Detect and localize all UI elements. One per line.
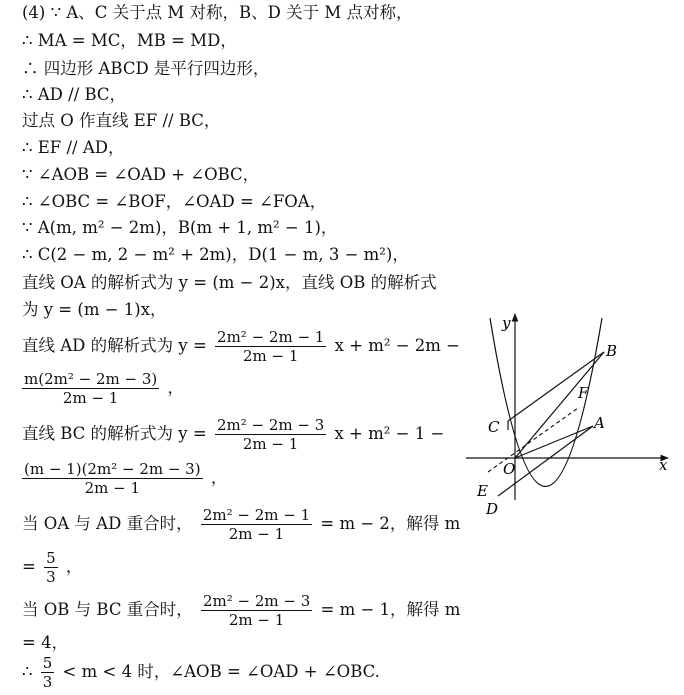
line-12: 为 y = (m − 1)x， xyxy=(22,300,167,319)
line-21-suffix: < m < 4 时，∠AOB = ∠OAD + ∠OBC. xyxy=(62,662,380,681)
line-16-suffix: ， xyxy=(210,468,228,487)
line-3: ∴ 四边形 ABCD 是平行四边形， xyxy=(22,59,270,78)
fraction xyxy=(41,654,55,691)
fraction-numerator: 5 xyxy=(46,549,56,567)
line-17-suffix: = m − 2，解得 m xyxy=(320,514,461,533)
line-19 xyxy=(22,592,460,629)
point-b-label: B xyxy=(606,342,618,360)
line-4: ∴ AD // BC， xyxy=(22,85,127,104)
geometry-figure xyxy=(462,310,676,530)
line-2: ∴ MA = MC，MB = MD， xyxy=(22,31,237,50)
fraction xyxy=(22,370,159,407)
fraction-denominator: 2m − 1 xyxy=(84,479,140,497)
line-cb xyxy=(508,352,604,421)
line-17-prefix: 当 OA 与 AD 重合时， xyxy=(22,514,193,533)
line-1: (4) ∵ A、C 关于点 M 对称，B、D 关于 M 点对称， xyxy=(22,3,413,22)
line-oa xyxy=(515,426,593,458)
line-20: = 4， xyxy=(22,633,69,652)
line-21-prefix: ∴ xyxy=(22,662,33,681)
fraction-numerator: 5 xyxy=(42,654,53,672)
line-18-suffix: ， xyxy=(65,557,83,576)
line-13 xyxy=(22,328,460,365)
line-6: ∴ EF // AD， xyxy=(22,138,125,157)
line-ef xyxy=(488,408,578,472)
fraction-denominator: 3 xyxy=(42,673,53,691)
fraction xyxy=(201,506,312,543)
fraction-numerator: (m − 1)(2m² − 2m − 3) xyxy=(24,460,201,478)
fraction-numerator: 2m² − 2m − 3 xyxy=(202,592,311,610)
line-16 xyxy=(22,460,227,497)
line-5: 过点 O 作直线 EF // BC， xyxy=(22,111,221,130)
fraction-numerator: 2m² − 2m − 1 xyxy=(202,506,311,524)
line-14-suffix: ， xyxy=(167,378,184,397)
point-c-label: C xyxy=(488,418,500,436)
point-e-label: E xyxy=(477,482,488,500)
fraction-denominator: 2m − 1 xyxy=(228,525,285,543)
fraction xyxy=(44,549,58,586)
line-14 xyxy=(22,370,184,407)
fraction-numerator: m(2m² − 2m − 3) xyxy=(24,370,158,388)
y-axis-label: y xyxy=(502,314,511,332)
line-13-prefix: 直线 AD 的解析式为 y = xyxy=(22,336,207,355)
point-d-label: D xyxy=(486,500,499,518)
line-15-prefix: 直线 BC 的解析式为 y = xyxy=(22,424,207,443)
fraction-denominator: 2m − 1 xyxy=(62,389,119,407)
line-8: ∴ ∠OBC = ∠BOF，∠OAD = ∠FOA， xyxy=(22,192,327,211)
fraction xyxy=(215,416,326,453)
fraction-denominator: 2m − 1 xyxy=(242,435,299,453)
line-7: ∵ ∠AOB = ∠OAD + ∠OBC， xyxy=(22,165,260,184)
line-15-suffix: x + m² − 1 − xyxy=(334,424,445,443)
fraction-denominator: 2m − 1 xyxy=(228,611,285,629)
line-9: ∵ A(m, m² − 2m)，B(m + 1, m² − 1)， xyxy=(22,218,338,237)
line-19-suffix: = m − 1，解得 m xyxy=(320,600,461,619)
line-19-prefix: 当 OB 与 BC 重合时， xyxy=(22,600,193,619)
fraction-denominator: 3 xyxy=(46,568,56,586)
fraction xyxy=(201,592,312,629)
line-18 xyxy=(22,549,82,586)
x-axis-label: x xyxy=(659,456,668,474)
point-f-label: F xyxy=(578,384,589,402)
fraction-denominator: 2m − 1 xyxy=(242,347,299,365)
fraction xyxy=(215,328,326,365)
line-17 xyxy=(22,506,460,543)
fraction-numerator: 2m² − 2m − 3 xyxy=(216,416,325,434)
fraction-numerator: 2m² − 2m − 1 xyxy=(217,328,325,346)
origin-label: O xyxy=(503,460,516,478)
line-18-prefix: = xyxy=(22,557,36,576)
fraction xyxy=(22,460,203,497)
point-a-label: A xyxy=(594,414,605,432)
line-21 xyxy=(22,654,380,691)
line-ob xyxy=(515,352,604,458)
line-15 xyxy=(22,416,444,453)
line-10: ∴ C(2 − m, 2 − m² + 2m)，D(1 − m, 3 − m²)， xyxy=(22,245,409,264)
line-13-suffix: x + m² − 2m − xyxy=(334,336,461,355)
line-11: 直线 OA 的解析式为 y = (m − 2)x，直线 OB 的解析式 xyxy=(22,273,437,292)
